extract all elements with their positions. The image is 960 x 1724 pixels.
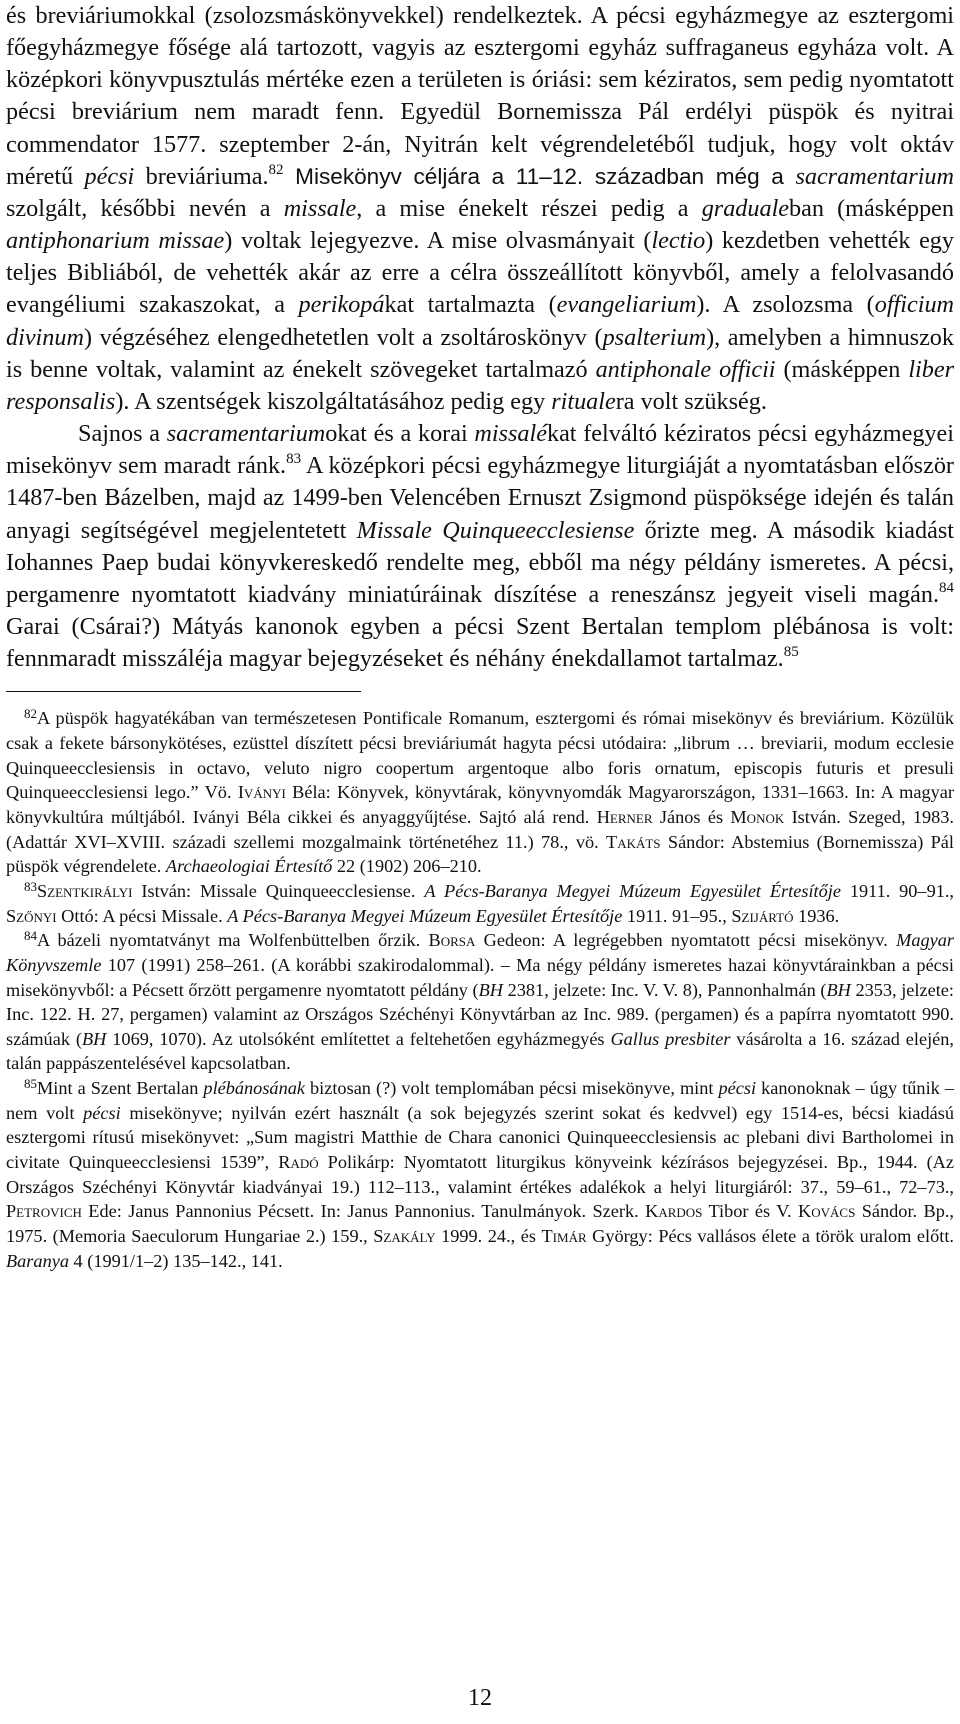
journal-title: A Pécs-Baranya Megyei Múzeum Egyesület Értesítője (227, 905, 623, 926)
text-run: ban (másképpen (789, 194, 954, 222)
text-run: ). A zsolozsma ( (696, 291, 875, 319)
text-run: 1911. 90–91., (840, 880, 954, 901)
text-run: Garai (Csárai?) Mátyás kanonok egyben a pécsi Szent Bertalan templom plébánosa is volt: fennmaradt misszáléja magyar bejegyzéseket és néhány énekdallamot tartalmaz. (6, 612, 954, 673)
text-run: ) kezdetben vehették egy teljes Bibliából, de vehették akár az erre a célra összeállított könyvből, amely a felolvasandó evangéliumi szakaszokat, a (6, 227, 954, 319)
text-run: A püspök hagyatékában van természetesen Pontificale Romanum, esztergomi és római misekönyv és breviárium. Közülük csak a fekete bársonykötéses, ezüsttel díszített pécsi breviáriumát hagyta pécsi utódaira: „librum … breviarii, modum ecclesie Quinqueecclesiensis in octavo, veluto nigro coopertum argentoque albo foris ornatum, episcopis futuris et presuli Quinqueecclesiensi lego.” Vö. (6, 708, 954, 803)
italic-run: liber responsalis (6, 355, 954, 415)
text-run: A bázeli nyomtatványt ma Wolfenbüttelben őrzik. (37, 930, 429, 951)
text-run: 22 (1902) 206–210. (332, 856, 482, 877)
author-name: Herner (596, 806, 653, 827)
author-name: Kardos (645, 1201, 703, 1222)
text-run: 4 (1991/1–2) 135–142., 141. (68, 1250, 283, 1271)
italic-run: pécsi (84, 162, 135, 190)
main-text (6, 0, 954, 675)
italic-run: officium divinum (6, 291, 955, 351)
text-run: Polikárp: Nyomtatott liturgikus könyveink kézírásos bejegyzései. Bp., 1944. (Az Országos Széchényi Könyvtár kiadványai 19.) 112–113., valamint értékes adalékok a helyi liturgiáról: 37., 59–61., 72–73., (6, 1152, 954, 1197)
paragraph-1 (6, 0, 954, 418)
footnote-separator (6, 691, 361, 692)
italic-run: lectio (651, 227, 706, 255)
italic-run: pécsi (718, 1078, 757, 1099)
text-run: ), amelyben a himnuszok is benne voltak, valamint az énekelt szövegeket tartalmazó (6, 323, 954, 383)
text-run: János és (652, 806, 731, 827)
text-run: és breviáriumokkal (zsolozsmáskönyvekkel) rendelkeztek. A pécsi egyházmegye az esztergomi főegyházmegye fősége alá tartozott, vagyis az esztergomi egyház suffraganeus egyháza volt. A középkori könyvpusztulás mértéke ezen a területen is óriási: sem kéziratos, sem pedig nyomtatott pécsi breviárium nem maradt fenn. Egyedül Bornemissza Pál erdélyi püspök és nyitrai commendator 1577. szeptember 2-án, Nyitrán kelt végrendeletéből tudjuk, hogy volt oktáv méretű (6, 2, 954, 190)
text-run: őrizte meg. A második kiadást Iohannes Paep budai könyvkereskedő rendelte meg, ebből ma négy példány ismeretes. A pécsi, pergamenre nyomtatott kiadvány miniatúráinak díszítése a reneszánsz jegyeit viseli magán. (6, 516, 954, 608)
author-name: Borsa (428, 930, 476, 951)
italic-run: pécsi (83, 1102, 121, 1123)
text-run: ) végzéséhez elengedhetetlen volt a zsoltároskönyv ( (83, 323, 603, 351)
italic-run: antiphonale officii (595, 355, 776, 383)
text-run: (másképpen (775, 355, 909, 383)
footnotes (6, 706, 954, 1273)
author-name: Szakály (373, 1226, 436, 1247)
footnote-number: 84 (24, 928, 37, 944)
text-run: okat és a korai (325, 420, 475, 448)
italic-run: Gallus presbiter (610, 1028, 731, 1049)
italic-run: rituale (551, 387, 616, 415)
text-run: István: Missale Quinqueecclesiense. (132, 880, 425, 901)
footnote-number: 82 (24, 706, 37, 722)
text-run: kat felváltó kéziratos pécsi egyházmegyei misekönyv sem maradt ránk. (6, 420, 954, 480)
author-name: Szentkirályi (37, 880, 133, 901)
journal-title: Archaeologiai Értesítő (165, 856, 333, 877)
author-name: Petrovich (6, 1201, 82, 1222)
italic-run: graduale (701, 194, 790, 222)
text-run: misekönyve; nyilván ezért használt (a sok bejegyzés szerint sokat és kedvvel) egy 1514-es, bécsi kiadású esztergomi rítusú misekönyvet: „Sum magistri Matthie de Chara canonici Quinqueecclesiensis ac plebani divi Bartholomei in civitate Quinqueecclesiensi 1539”, (6, 1102, 954, 1173)
author-name: Iványi (237, 782, 286, 803)
text-run: vásárolta a 16. század elején, talán pappászentelésével kapcsolatban. (6, 1028, 954, 1074)
text-run: kat tartalmazta ( (384, 291, 557, 319)
text-run: Ede: Janus Pannonius Pécsett. In: Janus Pannonius. Tanulmányok. Szerk. (81, 1201, 646, 1222)
text-run: 107 (1991) 258–261. (A korábbi szakirodalommal). – Ma négy példány ismeretes hazai könyvtárainkban a pécsi misekönyvből: a Pécsett őrzött pergamenre nyomtatott példány ( (6, 954, 954, 1000)
author-name: Monok (730, 806, 785, 827)
text-run: Mint a Szent Bertalan (37, 1078, 204, 1099)
journal-title: Magyar Könyvszemle (6, 930, 954, 975)
italic-run: sacramentarium (166, 420, 326, 448)
footnote-ref-84[interactable]: 84 (939, 579, 954, 596)
footnote-85 (6, 1076, 954, 1273)
text-run: Sajnos a (78, 420, 167, 448)
italic-run: perikopá (298, 291, 385, 319)
text-run: 1911. 91–95., (622, 905, 732, 926)
footnote-number: 83 (24, 878, 37, 894)
footnote-82 (6, 706, 954, 879)
author-name: Szőnyi (6, 905, 57, 926)
text-run: Sándor: Abstemius (Bornemissza) Pál püspök végrendelete. (6, 831, 954, 877)
footnote-ref-83[interactable]: 83 (286, 451, 302, 468)
text-run: Sándor. Bp., 1975. (Memoria Saeculorum Hungariae 2.) 159., (6, 1201, 954, 1247)
italic-run: evangeliarium (556, 291, 697, 319)
text-run: 1069, 1070). Az utolsóként említettet a feltehetően egyházmegyés (106, 1028, 611, 1049)
paragraph-2 (6, 418, 954, 675)
text-run: 1999. 24., és (435, 1226, 542, 1247)
footnote-ref-85[interactable]: 85 (783, 644, 799, 661)
author-name: Timár (541, 1226, 587, 1247)
document-page (6, 0, 954, 1273)
italic-run: sacramentarium (795, 162, 954, 190)
footnote-number: 85 (24, 1076, 37, 1092)
author-name: Kovács (798, 1201, 856, 1222)
italic-run: BH (81, 1028, 107, 1049)
text-run: ) voltak lejegyezve. A mise olvasmányait ( (224, 227, 652, 255)
journal-title: A Pécs-Baranya Megyei Múzeum Egyesület Értesítője (424, 880, 841, 901)
text-run: kanonoknak – úgy tűnik – nem volt (6, 1078, 954, 1123)
text-run: 2353, jelzete: Inc. 122. H. 27, pergamen) valamint az Országos Széchényi Könyvtárban az Inc. 989. (pergamen) és a papírra nyomtatott 990. számúak ( (6, 979, 954, 1049)
italic-run: BH (478, 979, 504, 1000)
text-run: biztosan (?) volt templomában pécsi misekönyve, mint (304, 1078, 719, 1099)
text-run: breviáriuma. (134, 162, 269, 190)
italic-run: Missale Quinqueecclesiense (356, 516, 635, 544)
footnote-83 (6, 879, 954, 928)
italic-run: psalterium (602, 323, 707, 351)
italic-run: missalé (474, 420, 547, 448)
text-run: György: Pécs vallásos élete a török uralom előtt. (586, 1226, 954, 1247)
text-run: Ottó: A pécsi Missale. (56, 905, 228, 926)
journal-title: Baranya (6, 1250, 69, 1271)
text-run: 1936. (793, 905, 840, 926)
italic-run: antiphonarium missae (6, 227, 225, 255)
text-run: Béla: Könyvek, könyvtárak, könyvnyomdák Magyarországon, 1331–1663. In: A magyar könyvkultúra múltjából. Iványi Béla cikkei és anyaggyűjtése. Sajtó alá rend. (6, 782, 954, 827)
footnote-ref-82[interactable]: 82 (268, 161, 284, 178)
italic-run: missale (283, 194, 357, 222)
text-run: Gedeon: A legrégebben nyomtatott pécsi misekönyv. (475, 930, 897, 951)
text-run: ). A szentségek kiszolgáltatásához pedig egy (115, 387, 552, 415)
author-name: Szijártó (731, 905, 794, 926)
italic-run: BH (826, 979, 851, 1000)
text-run: István. Szeged, 1983. (Adattár XVI–XVIII. századi szellemi mozgalmaink történetéhez 11.) 78., vö. (6, 806, 954, 852)
text-run: A középkori pécsi egyházmegye liturgiáját a nyomtatásban először 1487-ben Bázelben, majd az 1499-ben Velencében Ernuszt Zsigmond püspöksége idején és talán anyagi segítségével megjelentetett (6, 452, 954, 544)
footnote-84 (6, 928, 954, 1076)
text-run: ra volt szükség. (615, 387, 767, 415)
text-run: Tibor és V. (702, 1201, 799, 1222)
text-run: szolgált, későbbi nevén a (6, 194, 284, 222)
author-name: Takáts (606, 831, 661, 852)
italic-run: plébánosának (203, 1078, 305, 1099)
text-run: , a mise énekelt részei pedig a (356, 194, 702, 222)
text-run: Misekönyv céljára a 11–12. században még a (283, 163, 796, 189)
text-run: 2381, jelzete: Inc. V. V. 8), Pannonhalmán ( (503, 979, 827, 1000)
author-name: Radó (278, 1152, 319, 1173)
page-number: 12 (468, 1685, 492, 1711)
